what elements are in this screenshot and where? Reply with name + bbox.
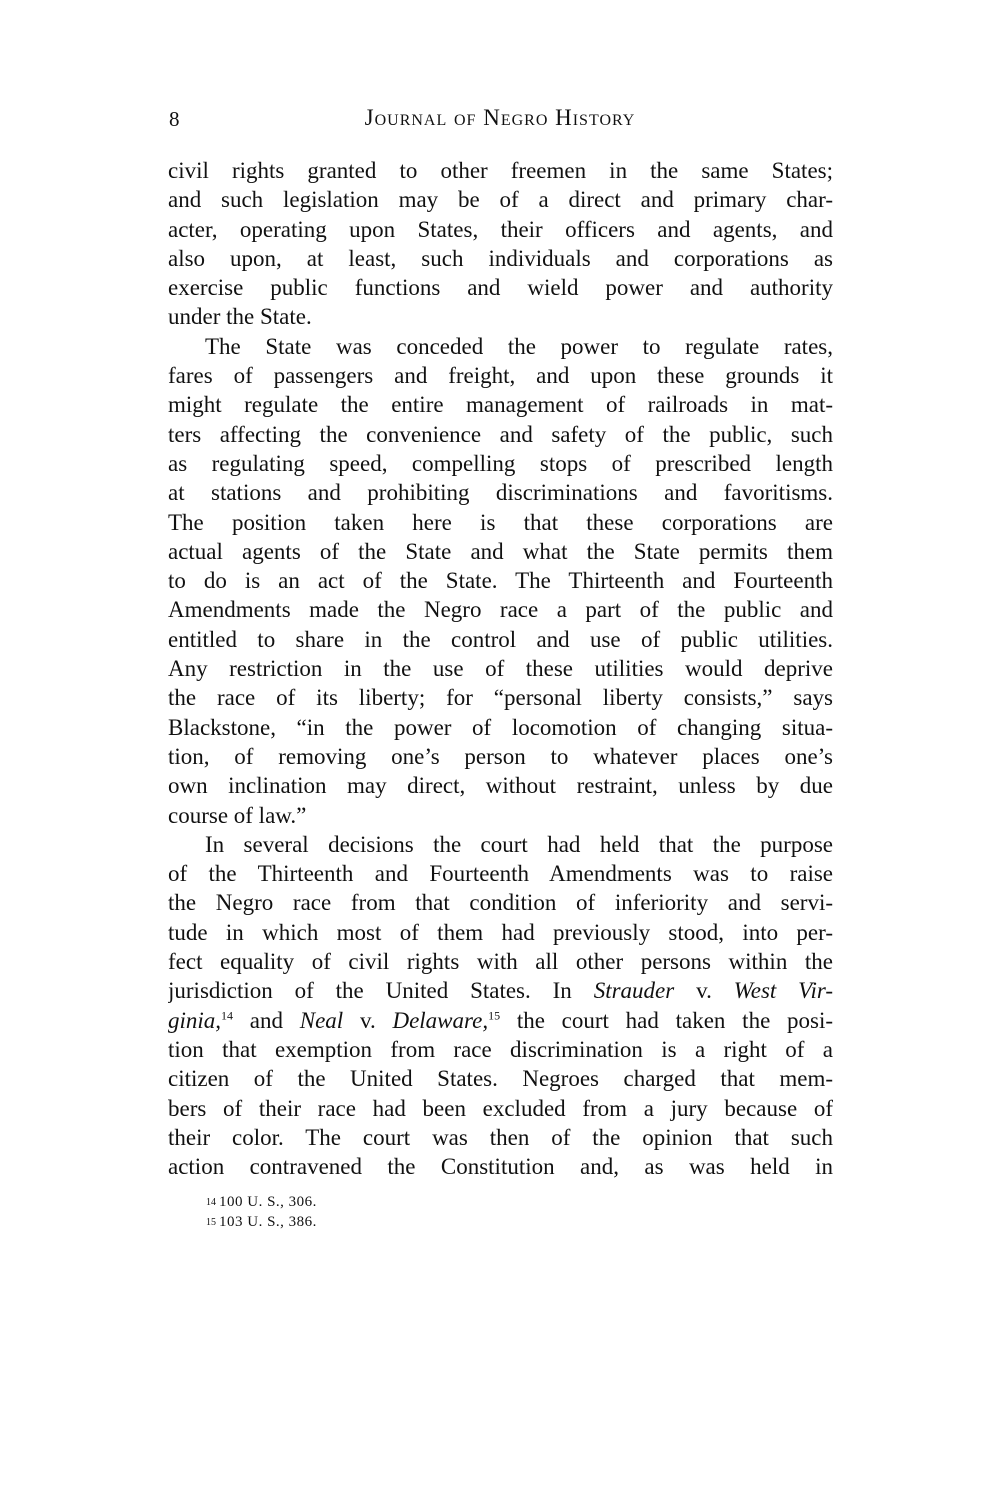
text-line: fares of passengers and freight, and upon these grounds it <box>168 363 833 389</box>
footnote-reference: 14 <box>221 1007 234 1022</box>
text-line: own inclination may direct, without restraint, unless by due <box>168 773 833 799</box>
text-line: Blackstone, “in the power of locomotion of changing situa- <box>168 714 833 740</box>
text-line: tion that exemption from race discrimination is a right of a <box>168 1036 833 1062</box>
footnote-mark: 14 <box>206 1197 216 1208</box>
text-line: actual agents of the State and what the State permits them <box>168 538 833 564</box>
text-line: of the Thirteenth and Fourteenth Amendments was to raise <box>168 861 833 887</box>
text-line: at stations and prohibiting discriminations and favoritisms. <box>168 480 833 506</box>
footnote-text: 100 U. S., 306. <box>219 1194 317 1210</box>
text-line: might regulate the entire management of railroads in mat- <box>168 392 833 418</box>
text-line: their color. The court was then of the opinion that such <box>168 1124 833 1150</box>
text-fragment: v. <box>696 978 712 1004</box>
footnote-reference: 15 <box>488 1007 501 1022</box>
footnote-14 <box>206 1192 317 1212</box>
text-line: fect equality of civil rights with all other persons within the <box>168 949 833 975</box>
footnotes <box>206 1192 317 1232</box>
case-name: ginia, <box>168 1007 222 1033</box>
text-line: the race of its liberty; for “personal liberty consists,” says <box>168 685 833 711</box>
text-line: exercise public functions and wield power and authority <box>168 275 833 301</box>
text-line: citizen of the United States. Negroes charged that mem- <box>168 1066 833 1092</box>
text-line: to do is an act of the State. The Thirteenth and Fourteenth <box>168 568 833 594</box>
footnote-15 <box>206 1212 317 1232</box>
text-line: also upon, at least, such individuals and corporations as <box>168 245 833 271</box>
paragraph-2 <box>168 332 833 830</box>
case-name: Delaware, <box>392 1007 489 1033</box>
footnote-mark: 15 <box>206 1217 216 1228</box>
paragraph-3 <box>168 830 833 1182</box>
body-text <box>168 156 833 1181</box>
text-line: ters affecting the convenience and safety of the public, such <box>168 421 833 447</box>
text-line: action contravened the Constitution and, as was held in <box>168 1154 833 1180</box>
text-line: The State was conceded the power to regulate rates, <box>205 333 833 359</box>
text-line: tude in which most of them had previously stood, into per- <box>168 919 833 945</box>
text-line: under the State. <box>168 304 312 330</box>
paragraph-1 <box>168 156 833 332</box>
text-line: acter, operating upon States, their officers and agents, and <box>168 216 833 242</box>
text-fragment: jurisdiction of the United States. <box>168 978 531 1004</box>
text-line: The position taken here is that these corporations are <box>168 509 833 535</box>
text-line-with-case-citation <box>168 1006 833 1035</box>
text-line: Any restriction in the use of these utilities would deprive <box>168 656 833 682</box>
text-fragment: v. <box>359 1007 376 1033</box>
text-line: course of law.” <box>168 802 307 828</box>
running-head: Journal of Negro History <box>364 105 636 130</box>
text-fragment: the court had taken the posi- <box>516 1007 833 1033</box>
text-line: In several decisions the court had held that the purpose <box>205 831 833 857</box>
page-number: 8 <box>169 107 180 131</box>
text-line: as regulating speed, compelling stops of prescribed length <box>168 450 833 476</box>
case-name: Neal <box>299 1007 344 1033</box>
footnote-text: 103 U. S., 386. <box>219 1214 317 1230</box>
text-line-with-case-citation <box>168 976 833 1005</box>
case-name: West Vir- <box>733 978 833 1004</box>
text-line: bers of their race had been excluded from a jury because of <box>168 1095 833 1121</box>
text-line: the Negro race from that condition of inferiority and servi- <box>168 890 833 916</box>
text-line: and such legislation may be of a direct and primary char- <box>168 187 833 213</box>
text-line: tion, of removing one’s person to whatever places one’s <box>168 743 833 769</box>
text-fragment: and <box>249 1007 283 1033</box>
text-fragment: In <box>552 978 572 1004</box>
text-line: entitled to share in the control and use of public utilities. <box>168 626 833 652</box>
case-name: Strauder <box>593 978 675 1004</box>
text-line: civil rights granted to other freemen in the same States; <box>168 158 833 183</box>
text-line: Amendments made the Negro race a part of the public and <box>168 597 833 623</box>
